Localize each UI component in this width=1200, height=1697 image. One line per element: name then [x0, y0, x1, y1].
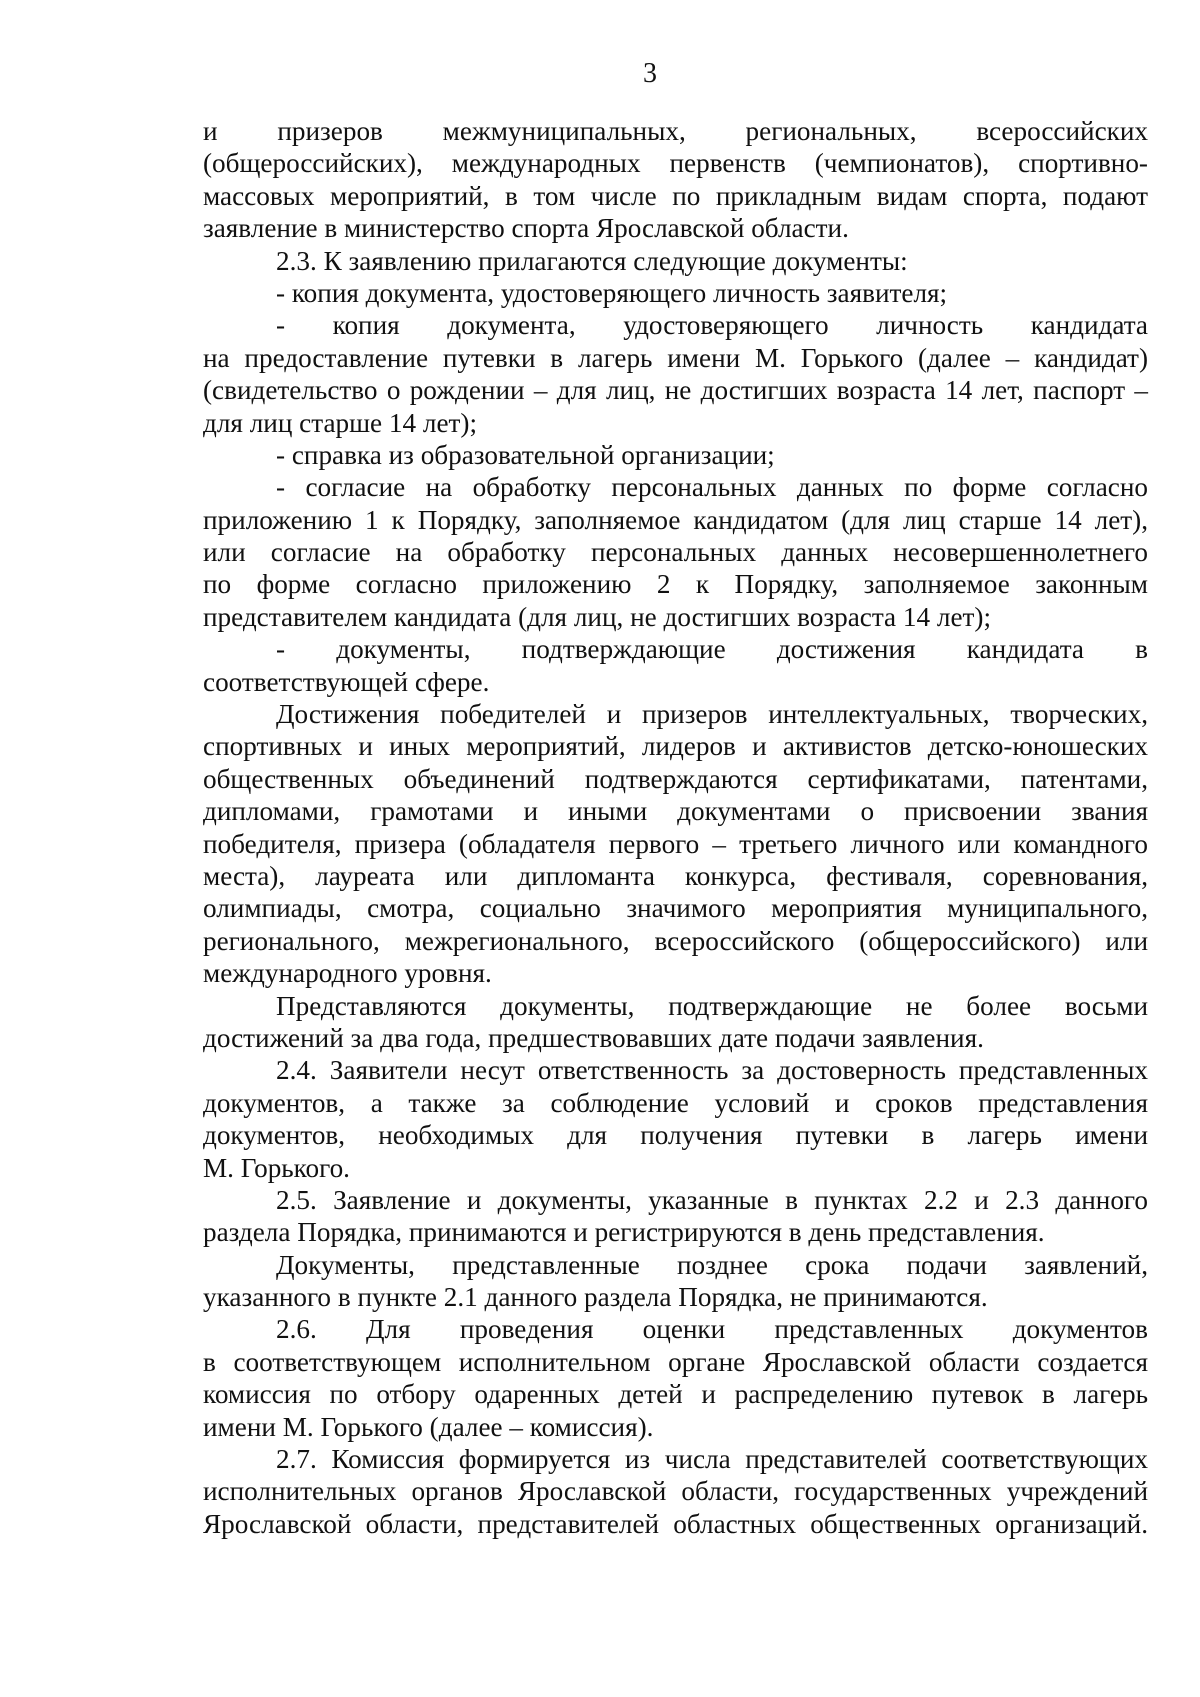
text-line: 2.6. Для проведения оценки представленных документов: [276, 1314, 1148, 1345]
text-line: победителя, призера (обладателя первого – третьего личного или командного: [203, 828, 1148, 859]
text-line: спортивных и иных мероприятий, лидеров и активистов детско-юношеских: [203, 731, 1148, 762]
text-line: указанного в пункте 2.1 данного раздела Порядка, не принимаются.: [203, 1282, 988, 1313]
text-line: представителем кандидата (для лиц, не достигших возраста 14 лет);: [203, 601, 992, 632]
text-line: (общероссийских), международных первенств (чемпионатов), спортивно-: [203, 148, 1148, 179]
text-line: - справка из образовательной организации;: [276, 439, 775, 470]
text-line: раздела Порядка, принимаются и регистрируются в день представления.: [203, 1217, 1045, 1248]
text-line: М. Горького.: [203, 1152, 350, 1183]
text-line: - копия документа, удостоверяющего личность заявителя;: [276, 277, 948, 308]
text-line: Документы, представленные позднее срока подачи заявлений,: [276, 1249, 1148, 1280]
text-line: - документы, подтверждающие достижения кандидата в: [276, 634, 1148, 665]
text-line: Представляются документы, подтверждающие не более восьми: [276, 990, 1148, 1021]
text-line: (свидетельство о рождении – для лиц, не достигших возраста 14 лет, паспорт –: [203, 375, 1148, 406]
text-line: олимпиады, смотра, социально значимого мероприятия муниципального,: [203, 893, 1148, 924]
text-line: и призеров межмуниципальных, региональных, всероссийских: [203, 116, 1148, 146]
text-line: или согласие на обработку персональных данных несовершеннолетнего: [203, 537, 1148, 568]
text-line: места), лауреата или дипломанта конкурса, фестиваля, соревнования,: [203, 860, 1148, 891]
text-line: 2.3. К заявлению прилагаются следующие документы:: [276, 245, 908, 276]
text-line: - копия документа, удостоверяющего личность кандидата: [276, 310, 1148, 341]
body-text: [203, 115, 1148, 1540]
text-line: документов, необходимых для получения путевки в лагерь имени: [203, 1120, 1148, 1151]
text-line: 2.4. Заявители несут ответственность за достоверность представленных: [276, 1055, 1148, 1086]
text-line: - согласие на обработку персональных данных по форме согласно: [276, 472, 1148, 503]
text-line: соответствующей сфере.: [203, 666, 490, 697]
text-line: для лиц старше 14 лет);: [203, 407, 478, 438]
page-number: 3: [643, 58, 657, 89]
text-line: Ярославской области, представителей областных общественных организаций.: [203, 1508, 1148, 1539]
text-line: документов, а также за соблюдение условий и сроков представления: [203, 1087, 1148, 1118]
text-line: международного уровня.: [203, 958, 492, 989]
text-line: достижений за два года, предшествовавших дате подачи заявления.: [203, 1022, 984, 1053]
text-line: массовых мероприятий, в том числе по прикладным видам спорта, подают: [203, 180, 1148, 211]
text-line: Достижения победителей и призеров интеллектуальных, творческих,: [276, 699, 1148, 730]
text-line: 2.7. Комиссия формируется из числа представителей соответствующих: [276, 1444, 1148, 1475]
text-line: в соответствующем исполнительном органе Ярославской области создается: [203, 1346, 1148, 1377]
text-line: заявление в министерство спорта Ярославской области.: [203, 213, 849, 244]
text-line: 2.5. Заявление и документы, указанные в пунктах 2.2 и 2.3 данного: [276, 1184, 1148, 1215]
text-line: исполнительных органов Ярославской области, государственных учреждений: [203, 1476, 1148, 1507]
text-line: приложению 1 к Порядку, заполняемое кандидатом (для лиц старше 14 лет),: [203, 504, 1148, 535]
text-line: имени М. Горького (далее – комиссия).: [203, 1411, 654, 1442]
text-line: на предоставление путевки в лагерь имени М. Горького (далее – кандидат): [203, 342, 1148, 373]
text-line: по форме согласно приложению 2 к Порядку, заполняемое законным: [203, 569, 1148, 600]
text-line: комиссия по отбору одаренных детей и распределению путевок в лагерь: [203, 1379, 1148, 1410]
text-line: регионального, межрегионального, всероссийского (общероссийского) или: [203, 925, 1148, 956]
text-line: общественных объединений подтверждаются сертификатами, патентами,: [203, 763, 1148, 794]
text-line: дипломами, грамотами и иными документами о присвоении звания: [203, 796, 1148, 827]
